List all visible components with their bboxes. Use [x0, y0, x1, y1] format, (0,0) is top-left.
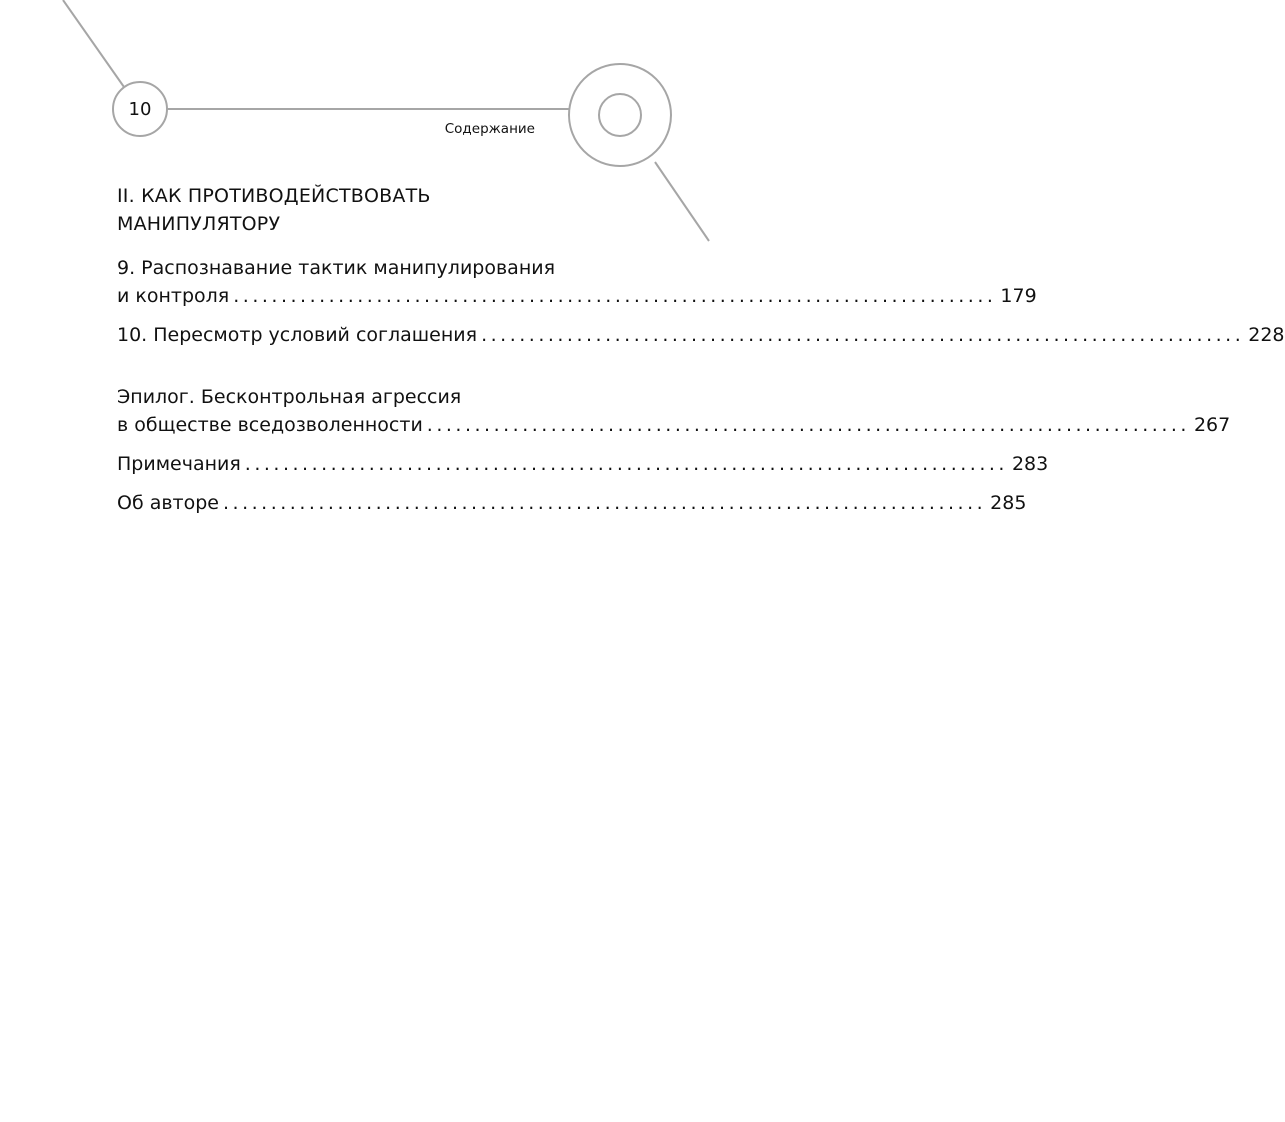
toc-page-number: 179: [1000, 285, 1037, 307]
dot-leader: ................................................................................: [244, 453, 1008, 475]
part-title-line-1: II. КАК ПРОТИВОДЕЙСТВОВАТЬ: [117, 185, 431, 207]
toc-page-number: 283: [1011, 453, 1049, 475]
toc-page-number: 267: [1193, 414, 1231, 436]
toc-entry-title: Примечания: [117, 453, 241, 475]
toc-entry-title: 10. Пересмотр условий соглашения: [117, 324, 478, 346]
large-circle-outer: [569, 64, 671, 166]
toc-entry-title-line-2: в обществе вседозволенности: [117, 414, 423, 436]
running-title: Содержание: [444, 121, 535, 137]
toc-page-number: 228: [1248, 324, 1285, 346]
table-of-contents: [117, 182, 1285, 528]
toc-entry-title: Об авторе: [117, 492, 219, 514]
diagonal-line-top: [63, 0, 124, 87]
page-number: 10: [128, 98, 152, 120]
toc-entry-chapter-10[interactable]: [117, 321, 1285, 349]
toc-entry-title-line-1: Эпилог. Бесконтрольная агрессия: [117, 386, 462, 408]
part-title-line-2: МАНИПУЛЯТОРУ: [117, 213, 281, 235]
toc-entry-about-author[interactable]: [117, 489, 1027, 517]
toc-page-number: 285: [990, 492, 1027, 514]
toc-entry-notes[interactable]: [117, 450, 1049, 478]
dot-leader: ................................................................................: [233, 285, 997, 307]
diagonal-line-right: [655, 162, 709, 241]
toc-entry-chapter-9[interactable]: [117, 254, 1037, 310]
large-circle-inner: [599, 94, 641, 136]
dot-leader: ................................................................................: [223, 492, 987, 514]
dot-leader: ................................................................................: [481, 324, 1245, 346]
dot-leader: ................................................................................: [426, 414, 1190, 436]
toc-entry-title-line-1: 9. Распознавание тактик манипулирования: [117, 257, 556, 279]
part-title: [117, 182, 620, 238]
toc-entry-title-line-2: и контроля: [117, 285, 230, 307]
toc-entry-epilogue[interactable]: [117, 383, 1231, 439]
